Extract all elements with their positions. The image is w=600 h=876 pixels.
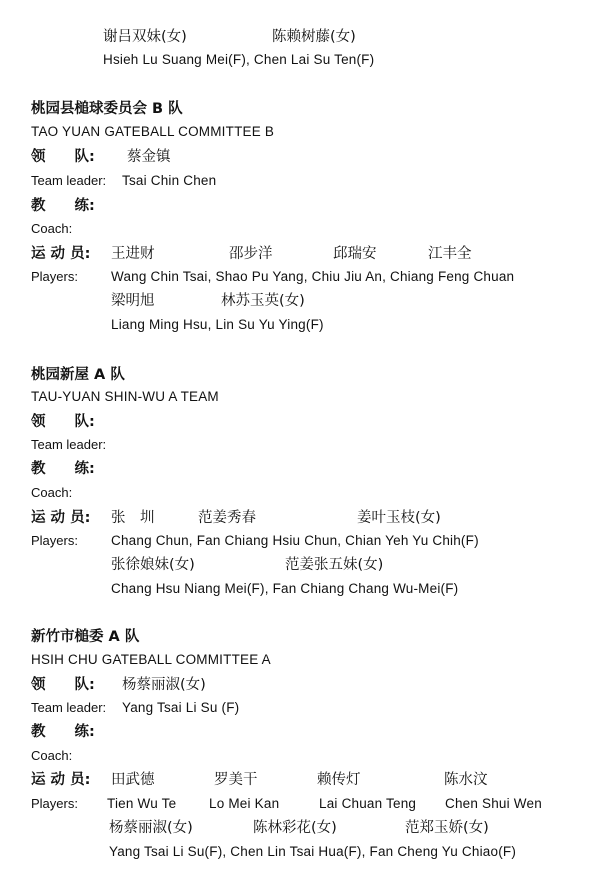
section-3-leader-en: Yang Tsai Li Su (F) (122, 700, 240, 715)
section-3-player-cn: 赖传灯 (317, 772, 361, 788)
section-1-title-en: TAO YUAN GATEBALL COMMITTEE B (31, 124, 275, 139)
section-2-players-en-row1: Chang Chun, Fan Chiang Hsiu Chun, Chian Yeh Yu Chih(F) (111, 533, 479, 548)
section-1-player-cn: 邵步洋 (229, 246, 273, 262)
section-3-player-cn: 陈水汶 (444, 772, 488, 788)
top-player-1-cn: 谢吕双妹(女) (103, 29, 187, 45)
section-3-player-en: Chen Shui Wen (445, 796, 542, 811)
section-3-player-cn: 杨蔡丽淑(女) (109, 820, 193, 836)
section-1-players-en-row2: Liang Ming Hsu, Lin Su Yu Ying(F) (111, 317, 324, 332)
section-2-players-label-cn: 运 动 员: (31, 510, 91, 526)
section-1-players-label-en: Players: (31, 269, 78, 284)
section-1-players-en-row1: Wang Chin Tsai, Shao Pu Yang, Chiu Jiu An, Chiang Feng Chuan (111, 269, 515, 284)
section-3-player-cn: 陈林彩花(女) (253, 820, 337, 836)
section-1-leader-label-cn: 领 队: (31, 149, 95, 165)
section-1-leader-en: Tsai Chin Chen (122, 173, 217, 188)
section-1-coach-label-en: Coach: (31, 221, 73, 236)
section-1-player-cn: 梁明旭 (111, 293, 155, 309)
section-3-player-cn: 范郑玉娇(女) (405, 820, 489, 836)
section-1-players-label-cn: 运 动 员: (31, 246, 91, 262)
section-3-title-cn: 新竹市槌委 A 队 (31, 629, 140, 645)
section-2-leader-label-en: Team leader: (31, 437, 107, 452)
section-3-player-en: Lo Mei Kan (209, 796, 280, 811)
section-3-player-cn: 田武德 (111, 772, 155, 788)
section-2-coach-label-en: Coach: (31, 485, 73, 500)
section-1-leader-cn: 蔡金镇 (127, 149, 171, 165)
section-2-title-en: TAU-YUAN SHIN-WU A TEAM (31, 389, 219, 404)
section-3-players-en-row2: Yang Tsai Li Su(F), Chen Lin Tsai Hua(F), Fan Cheng Yu Chiao(F) (109, 844, 517, 859)
section-3-coach-label-cn: 教 练: (31, 724, 95, 740)
section-3-leader-label-cn: 领 队: (31, 677, 95, 693)
section-3-title-en: HSIH CHU GATEBALL COMMITTEE A (31, 652, 271, 667)
section-3-player-cn: 罗美干 (214, 772, 258, 788)
section-2-player-cn: 范姜张五妹(女) (285, 557, 384, 573)
section-1-player-cn: 江丰全 (428, 246, 472, 262)
top-players-en: Hsieh Lu Suang Mei(F), Chen Lai Su Ten(F) (103, 52, 375, 67)
section-1-player-cn: 王进财 (111, 246, 155, 262)
section-2-title-cn: 桃园新屋 A 队 (31, 367, 125, 383)
section-1-leader-label-en: Team leader: (31, 173, 107, 188)
section-2-player-cn: 张徐娘妹(女) (111, 557, 195, 573)
section-3-players-label-cn: 运 动 员: (31, 772, 91, 788)
section-2-player-cn: 范姜秀春 (198, 510, 256, 526)
section-3-leader-label-en: Team leader: (31, 700, 107, 715)
section-2-leader-label-cn: 领 队: (31, 414, 95, 430)
section-2-player-cn: 姜叶玉枝(女) (357, 510, 441, 526)
section-3-players-label-en: Players: (31, 796, 78, 811)
section-3-leader-cn: 杨蔡丽淑(女) (122, 677, 206, 693)
section-2-players-en-row2: Chang Hsu Niang Mei(F), Fan Chiang Chang Wu-Mei(F) (111, 581, 459, 596)
section-3-player-en: Tien Wu Te (107, 796, 177, 811)
section-1-title-cn: 桃园县槌球委员会 B 队 (31, 101, 183, 117)
top-player-2-cn: 陈赖树藤(女) (272, 29, 356, 45)
section-2-player-cn: 张 圳 (111, 510, 155, 526)
section-1-player-cn: 邱瑞安 (333, 246, 377, 262)
section-2-coach-label-cn: 教 练: (31, 461, 95, 477)
section-3-coach-label-en: Coach: (31, 748, 73, 763)
section-1-coach-label-cn: 教 练: (31, 198, 95, 214)
section-1-player-cn: 林苏玉英(女) (221, 293, 305, 309)
section-3-player-en: Lai Chuan Teng (319, 796, 417, 811)
section-2-players-label-en: Players: (31, 533, 78, 548)
